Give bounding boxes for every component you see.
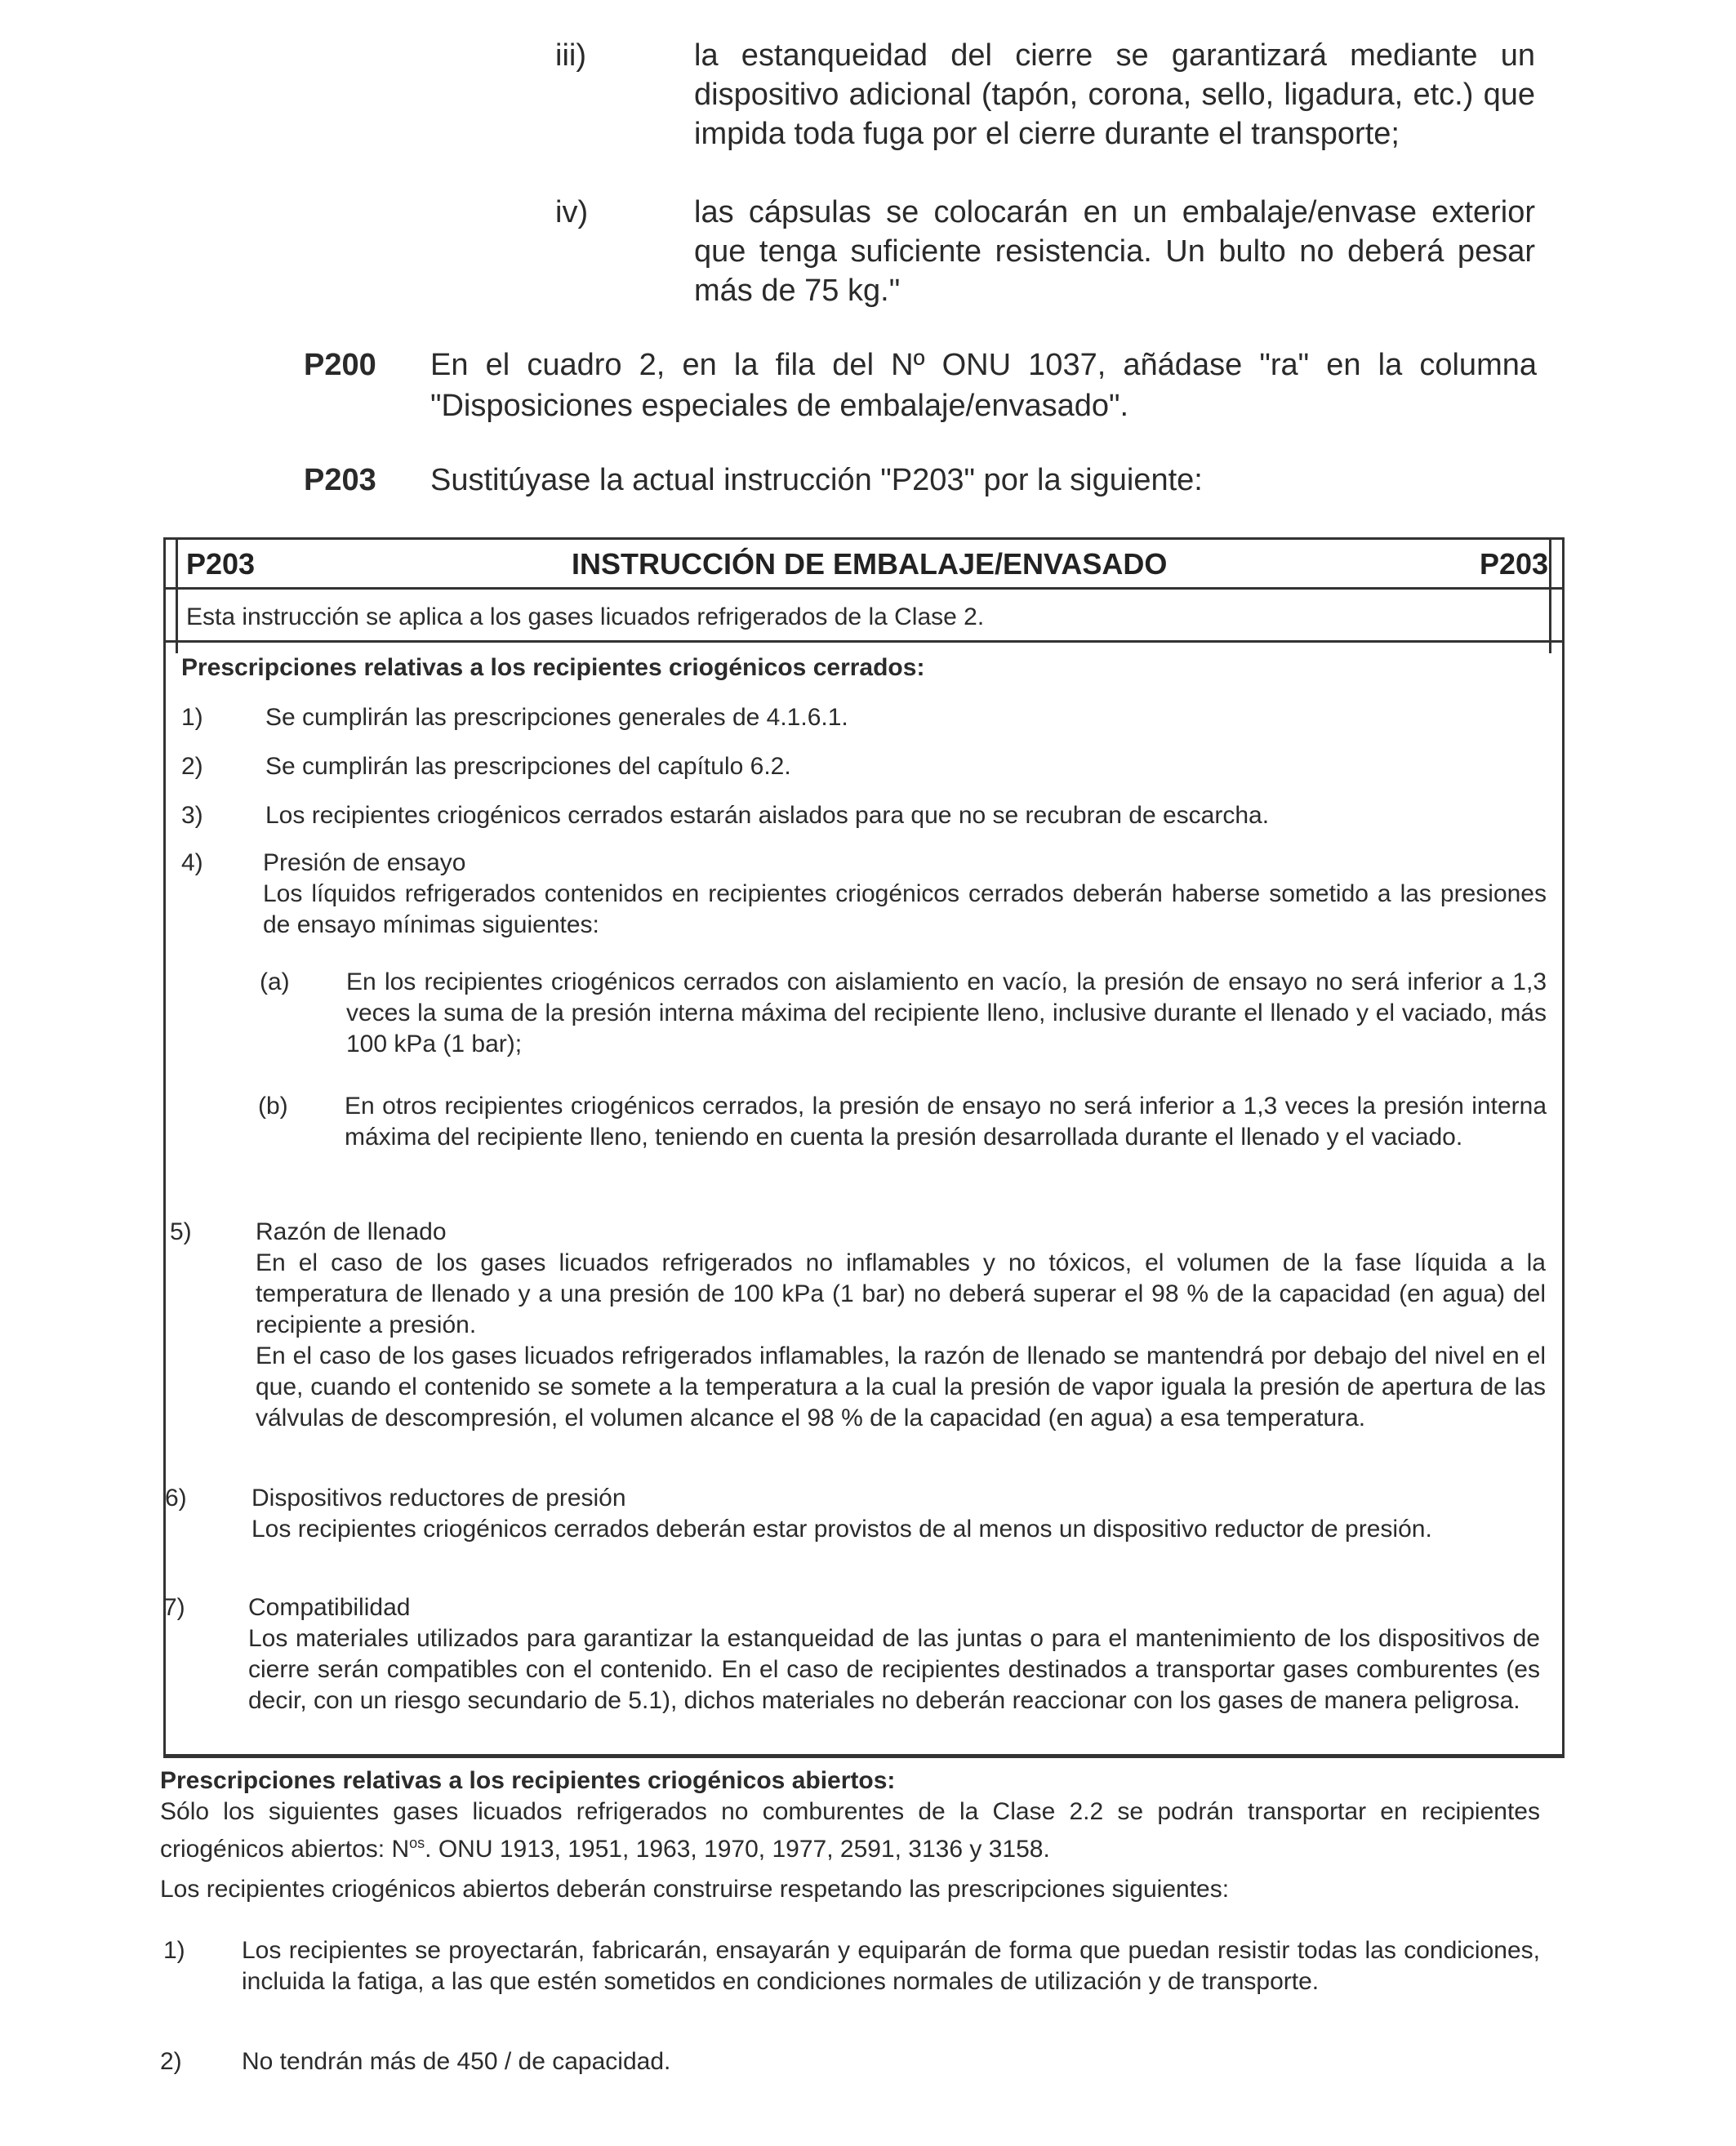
instruction-code-right: P203 xyxy=(1480,547,1549,581)
subitem-text: En otros recipientes criogénicos cerrados, la presión de ensayo no será inferior a 1,3 veces la presión interna máxima del recipiente lleno, teniendo en cuenta la presión desarrollada durante el llenado y el vaciado. xyxy=(345,1093,1547,1151)
item-number: 1) xyxy=(163,1937,185,1964)
item-number: 2) xyxy=(181,753,203,780)
item-title: Dispositivos reductores de presión xyxy=(251,1485,626,1512)
instruction-code-left: P203 xyxy=(186,547,256,581)
open-section-intro xyxy=(160,1796,1540,1865)
amendment-text: Sustitúyase la actual instrucción "P203" por la siguiente: xyxy=(430,463,1203,497)
item-text: Los recipientes criogénicos cerrados estarán aislados para que no se recubran de escarcha. xyxy=(265,802,1270,829)
item-text: Los materiales utilizados para garantizar la estanqueidad de las juntas o para el mantenimiento de los dispositivos de cierre serán compatibles con el contenido. En el caso de recipientes destinados a transportar gases comburentes (es decir, con un riesgo secundario de 5.1), dichos materiales no deberán reaccionar con los gases de manera peligrosa. xyxy=(248,1625,1540,1714)
amendment-code: P200 xyxy=(304,348,376,382)
amendment-text: En el cuadro 2, en la fila del Nº ONU 1037, añádase "ra" en la columna "Disposiciones especiales de embalaje/envasado". xyxy=(430,348,1537,423)
item-number: 6) xyxy=(165,1485,187,1512)
item-text: Se cumplirán las prescripciones generales de 4.1.6.1. xyxy=(265,704,848,731)
sub-item-text: la estanqueidad del cierre se garantizará mediante un dispositivo adicional (tapón, corona, sello, ligadura, etc.) que impida toda fuga por el cierre durante el transporte; xyxy=(694,38,1535,151)
item-number: 5) xyxy=(170,1218,192,1245)
item-title: Presión de ensayo xyxy=(263,849,466,876)
sub-item-iii xyxy=(555,36,1535,158)
sub-item-number: iv) xyxy=(555,195,589,229)
amendment-p203 xyxy=(304,460,1537,509)
open-intro-numbers: . ONU 1913, 1951, 1963, 1970, 1977, 2591, 3136 y 3158. xyxy=(425,1836,1050,1863)
amendment-p200 xyxy=(304,345,1537,434)
item-text: Se cumplirán las prescripciones del capítulo 6.2. xyxy=(265,753,791,780)
inner-right-border xyxy=(1549,537,1551,653)
instruction-title: INSTRUCCIÓN DE EMBALAJE/ENVASADO xyxy=(572,547,1168,581)
item-number: 3) xyxy=(181,802,203,829)
item-text: Los líquidos refrigerados contenidos en recipientes criogénicos cerrados deberán haberse sometido a las presiones de ensayo mínimas siguientes: xyxy=(263,880,1547,938)
inner-left-border xyxy=(176,537,178,653)
scope-divider xyxy=(163,640,1565,643)
item-number: 7) xyxy=(163,1594,185,1621)
open-intro-text: Sólo los siguientes gases licuados refrigerados no comburentes de la Clase 2.2 se podrán transportar en recipientes criogénicos abiertos: N xyxy=(160,1798,1540,1863)
item-number: 2) xyxy=(160,2048,182,2075)
item-text: No tendrán más de 450 / de capacidad. xyxy=(242,2048,671,2075)
subitem-label: (a) xyxy=(260,968,290,995)
item-title: Compatibilidad xyxy=(248,1594,411,1621)
item-number: 1) xyxy=(181,704,203,731)
sub-item-iv xyxy=(555,193,1535,315)
item-text-continued: En el caso de los gases licuados refrigerados inflamables, la razón de llenado se mantendrá por debajo del nivel en el que, cuando el contenido se somete a la temperatura a la cual la presión de vapor iguala la presión de apertura de las válvulas de descompresión, el volumen alcance el 98 % de la capacidad (en agua) a esa temperatura. xyxy=(256,1342,1546,1431)
open-intro-superscript: os xyxy=(409,1835,425,1851)
instruction-scope: Esta instrucción se aplica a los gases licuados refrigerados de la Clase 2. xyxy=(186,603,985,630)
subitem-label: (b) xyxy=(258,1093,288,1120)
sub-item-number: iii) xyxy=(555,38,586,73)
amendment-code: P203 xyxy=(304,463,376,497)
closed-section-heading: Prescripciones relativas a los recipientes criogénicos cerrados: xyxy=(181,654,925,681)
subitem-text: En los recipientes criogénicos cerrados con aislamiento en vacío, la presión de ensayo no será inferior a 1,3 veces la suma de la presión interna máxima del recipiente lleno, inclusive durante el llenado y el vaciado, más 100 kPa (1 bar); xyxy=(346,968,1547,1057)
item-text: Los recipientes se proyectarán, fabricarán, ensayarán y equiparán de forma que puedan resistir todas las condiciones, incluida la fatiga, a las que estén sometidos en condiciones normales de utilización y de transporte. xyxy=(242,1937,1540,1995)
item-text: En el caso de los gases licuados refrigerados no inflamables y no tóxicos, el volumen de la fase líquida a la temperatura de llenado y a una presión de 100 kPa (1 bar) no deberá superar el 98 % de la capacidad (en agua) del recipiente a presión. xyxy=(256,1249,1546,1338)
section-divider xyxy=(163,1756,1565,1758)
item-number: 4) xyxy=(181,849,203,876)
item-text: Los recipientes criogénicos cerrados deberán estar provistos de al menos un dispositivo reductor de presión. xyxy=(251,1516,1432,1543)
sub-item-text: las cápsulas se colocarán en un embalaje/envase exterior que tenga suficiente resistencia. Un bulto no deberá pesar más de 75 kg." xyxy=(694,195,1535,308)
open-section-heading: Prescripciones relativas a los recipientes criogénicos abiertos: xyxy=(160,1767,896,1794)
header-divider xyxy=(163,587,1565,590)
open-section-requirements: Los recipientes criogénicos abiertos deberán construirse respetando las prescripciones siguientes: xyxy=(160,1876,1230,1903)
item-title: Razón de llenado xyxy=(256,1218,447,1245)
